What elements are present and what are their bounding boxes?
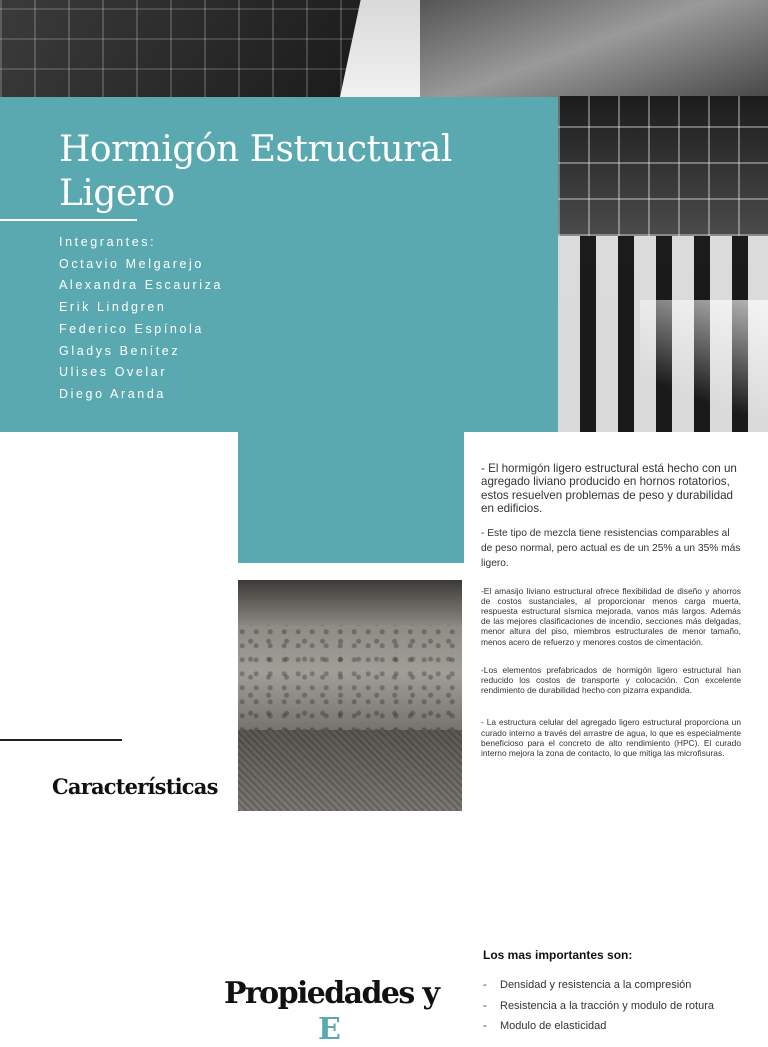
- list-item-label: Resistencia a la tracción y modulo de rotura: [500, 999, 714, 1012]
- member-name: Ulises Ovelar: [59, 365, 168, 380]
- bullet-dash: -: [483, 979, 487, 991]
- bullet-dash: -: [483, 999, 487, 1012]
- list-item: [483, 996, 714, 1017]
- document-title: Hormigón Estructural Ligero: [59, 129, 452, 214]
- paragraph: -El amasijo liviano estructural ofrece flexibilidad de diseño y ahorros de costos sustanciales, al proporcionar menos carga muerta, respuesta estructural sísmica mejorada, vanos más largos. Además de las mejores clasificaciones de incendio, secciones más delgadas, menor altura del piso, miembros estructurales de menor tamaño, menos acero de refuerzo y menores costos de cimentación.: [481, 585, 741, 647]
- characteristics-heading: Características: [52, 774, 218, 799]
- members-heading: Integrantes:: [59, 235, 157, 249]
- list-item: [483, 975, 714, 996]
- properties-list: [483, 975, 714, 1037]
- title-divider: [0, 219, 137, 221]
- concrete-photo: [238, 580, 462, 811]
- concrete-slab-edge: [238, 730, 462, 811]
- member-name: Diego Aranda: [59, 386, 166, 401]
- section-divider: [0, 739, 122, 741]
- paragraph: - La estructura celular del agregado ligero estructural proporciona un curado interno a través del arrastre de agua, lo que es especialmente beneficioso para el concreto de alto rendimiento (HPC). El curado interno mejora la zona de contacto, lo que mitiga las microfisuras.: [481, 717, 741, 758]
- members-list: [59, 232, 223, 406]
- accent-block: [238, 432, 464, 563]
- building-windows-right: [558, 96, 768, 236]
- list-item-label: Densidad y resistencia a la compresión: [500, 979, 692, 991]
- building-facade-left: [0, 0, 370, 100]
- properties-heading: Propiedades y: [224, 976, 439, 1011]
- properties-heading-continuation: E: [318, 1012, 341, 1047]
- bullet-dash: -: [483, 1020, 487, 1032]
- list-item: [483, 1016, 714, 1037]
- member-name: Federico Espínola: [59, 321, 204, 336]
- member-name: Gladys Benítez: [59, 343, 181, 358]
- characteristics-text: [481, 462, 741, 758]
- member-name: Octavio Melgarejo: [59, 256, 204, 271]
- paragraph: -Los elementos prefabricados de hormigón ligero estructural han reducido los costos de transporte y colocación. Con excelente rendimiento de durabilidad hecho con pizarra expandida.: [481, 664, 741, 696]
- list-item-label: Modulo de elasticidad: [500, 1020, 607, 1032]
- properties-list-title: Los mas importantes son:: [483, 948, 633, 962]
- paragraph: - Este tipo de mezcla tiene resistencias comparables al de peso normal, pero actual es de un 25% a un 35% más ligero.: [481, 527, 741, 570]
- member-name: Erik Lindgren: [59, 300, 167, 315]
- member-name: Alexandra Escauriza: [59, 278, 224, 293]
- building-glare: [640, 300, 768, 432]
- concrete-photo-background: [238, 580, 462, 625]
- paragraph: - El hormigón ligero estructural está hecho con un agregado liviano producido en hornos rotatorios, estos resuelven problemas de peso y durabilidad en edificios.: [481, 462, 737, 516]
